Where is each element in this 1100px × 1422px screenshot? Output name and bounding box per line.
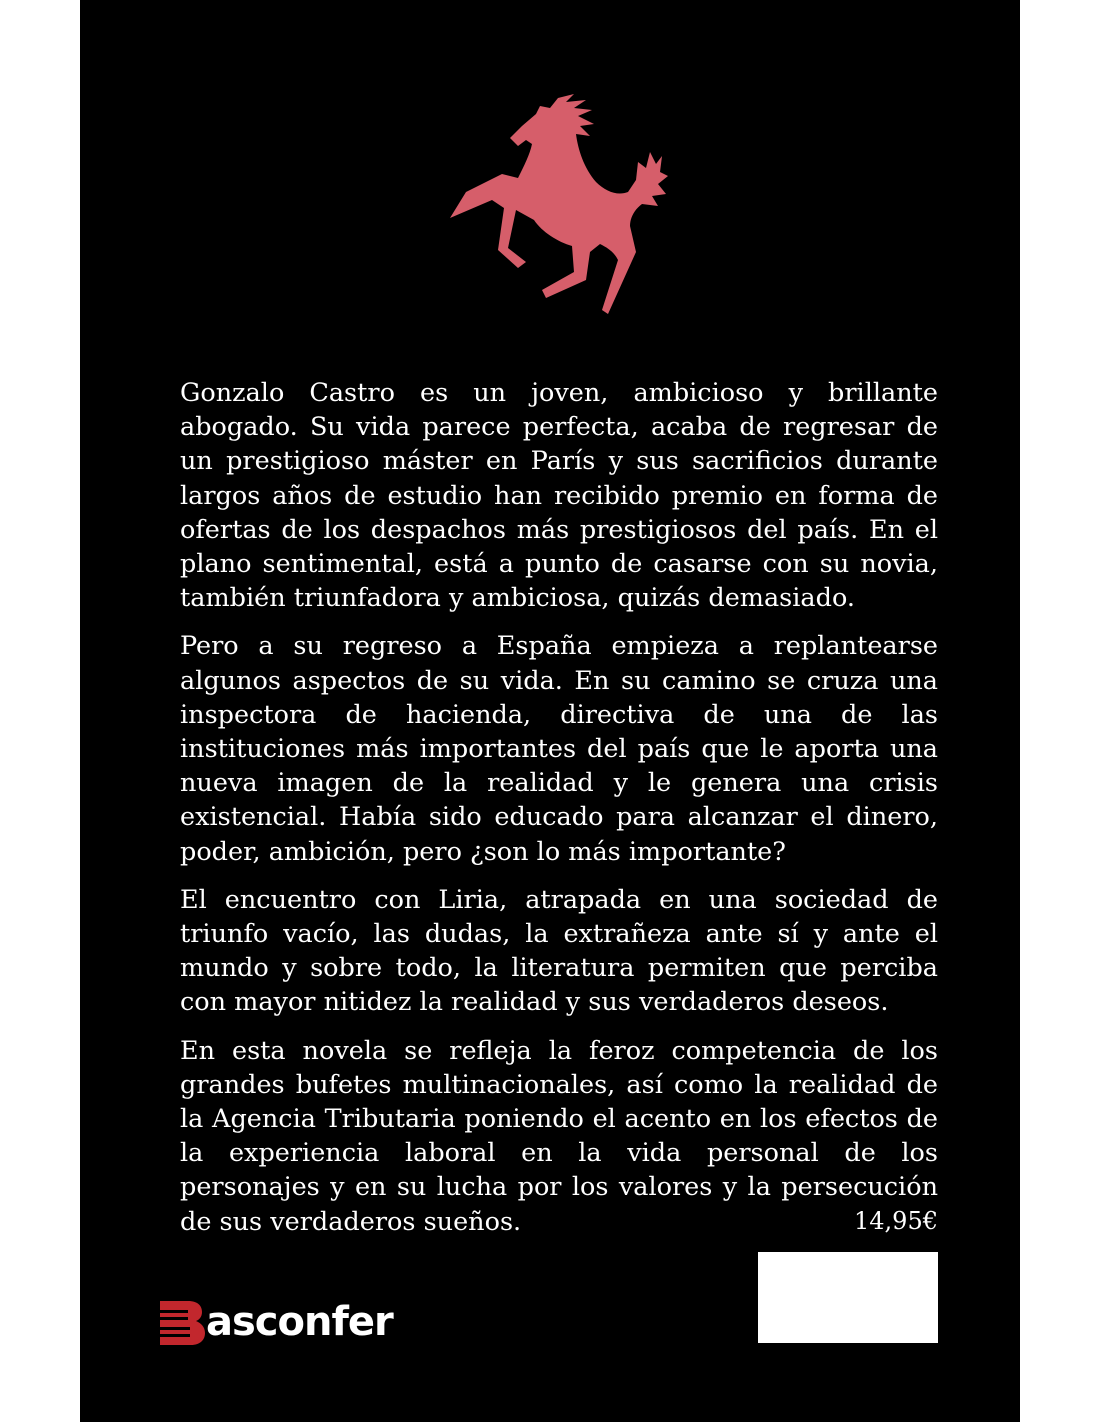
b-stripe xyxy=(158,1317,188,1320)
synopsis-paragraph-2: Pero a su regreso a España empieza a replantearse algunos aspectos de su vida. En su camino se cruza una inspectora de hacienda, directiva de una de las instituciones más importantes del país que le aporta una nueva imagen de la realidad y le genera una crisis existencial. Había sido educado para alcanzar el dinero, poder, ambición, pero ¿son lo más importante? xyxy=(180,631,938,867)
b-shape xyxy=(160,1301,205,1345)
rearing-horse-icon xyxy=(446,92,670,316)
synopsis-paragraph-3: El encuentro con Liria, atrapada en una sociedad de triunfo vacío, las dudas, la extrañeza ante sí y ante el mundo y sobre todo, la literatura permiten que perciba con mayor nitidez la realidad y sus verdaderos deseos. xyxy=(180,884,938,1018)
synopsis xyxy=(180,376,938,1253)
synopsis-paragraph-1: Gonzalo Castro es un joven, ambicioso y brillante abogado. Su vida parece perfecta, acaba de regresar de un prestigioso máster en París y sus sacrificios durante largos años de estudio han recibido premio en forma de ofertas de los despachos más prestigiosos del país. En el plano sentimental, está a punto de casarse con su novia, también triunfadora y ambiciosa, quizás demasiado. xyxy=(180,378,938,614)
price-label: 14,95€ xyxy=(854,1207,938,1235)
b-stripe xyxy=(158,1334,190,1337)
b-stripe xyxy=(158,1310,188,1313)
basconfer-b-icon xyxy=(158,1297,208,1347)
publisher-logo xyxy=(158,1294,393,1350)
b-stripe xyxy=(158,1327,190,1330)
publisher-name: asconfer xyxy=(206,1299,393,1345)
horse-silhouette xyxy=(450,94,668,314)
barcode-area xyxy=(758,1252,938,1343)
synopsis-paragraph-4: En esta novela se refleja la feroz competencia de los grandes bufetes multinacionales, así como la realidad de la Agencia Tributaria poniendo el acento en los efectos de la experiencia laboral en la vida personal de los personajes y en su lucha por los valores y la persecución de sus verdaderos sueños. xyxy=(180,1035,938,1237)
